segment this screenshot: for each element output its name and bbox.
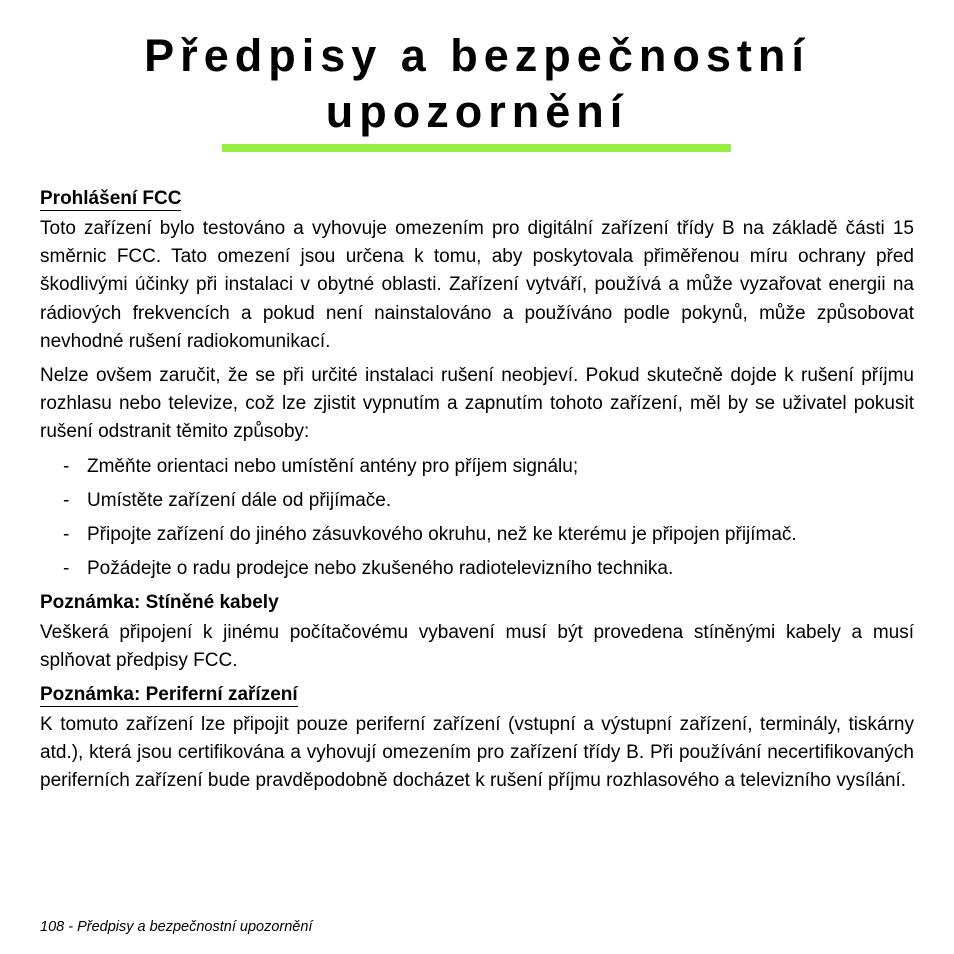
peripherals-paragraph: K tomuto zařízení lze připojit pouze periferní zařízení (vstupní a výstupní zařízení, terminály, tiskárny atd.), která jsou certifikována a vyhovují omezením pro zařízení třídy B. Při používání necertifikovaných periferních zařízení bude pravděpodobně docházet k rušení příjmu rozhlasového a televizního vysílání. [40, 714, 914, 792]
page-title-line-2: upozornění [325, 86, 629, 137]
list-dash: - [63, 455, 70, 477]
peripherals-heading-text: Poznámka: Periferní zařízení [40, 684, 298, 706]
list-item-text: Změňte orientaci nebo umístění antény pro příjem signálu; [87, 455, 579, 477]
fcc-heading [40, 185, 914, 213]
shielded-cables-heading-text: Poznámka: Stíněné kabely [40, 591, 279, 613]
fcc-remedy-list [40, 453, 914, 583]
peripherals-heading [40, 681, 914, 709]
list-dash: - [63, 557, 70, 579]
page-title-line-1: Předpisy a bezpečnostní [144, 30, 810, 81]
title-accent-rule [222, 144, 731, 152]
page-footer: 108 - Předpisy a bezpečnostní upozornění [40, 919, 313, 935]
shielded-cables-paragraph: Veškerá připojení k jinému počítačovému vybavení musí být provedena stíněnými kabely a musí splňovat předpisy FCC. [40, 621, 914, 671]
list-item-text: Připojte zařízení do jiného zásuvkového okruhu, než ke kterému je připojen přijímač. [87, 523, 797, 545]
list-dash: - [63, 489, 70, 511]
list-item [40, 453, 914, 481]
fcc-paragraph-1: Toto zařízení bylo testováno a vyhovuje omezením pro digitální zařízení třídy B na základě části 15 směrnic FCC. Tato omezení jsou určena k tomu, aby poskytovala přiměřenou míru ochrany před škodlivými účinky při instalaci v obytné oblasti. Zařízení vytváří, používá a může vyzařovat energii na rádiových frekvencích a pokud není nainstalováno a používáno podle pokynů, může způsobovat nevhodné rušení radiokomunikací. [40, 218, 914, 352]
list-item [40, 521, 914, 549]
list-item-text: Požádejte o radu prodejce nebo zkušeného radiotelevizního technika. [87, 557, 674, 579]
list-item [40, 555, 914, 583]
list-dash: - [63, 523, 70, 545]
list-item [40, 487, 914, 515]
fcc-paragraph-2: Nelze ovšem zaručit, že se při určité instalaci rušení neobjeví. Pokud skutečně dojde k rušení příjmu rozhlasu nebo televize, což lze zjistit vypnutím a zapnutím tohoto zařízení, měl by se uživatel pokusit rušení odstranit těmito způsoby: [40, 365, 914, 443]
fcc-heading-text: Prohlášení FCC [40, 188, 182, 209]
list-item-text: Umístěte zařízení dále od přijímače. [87, 489, 392, 511]
main-content [40, 185, 914, 802]
shielded-cables-heading [40, 589, 914, 617]
page-title [0, 28, 954, 140]
